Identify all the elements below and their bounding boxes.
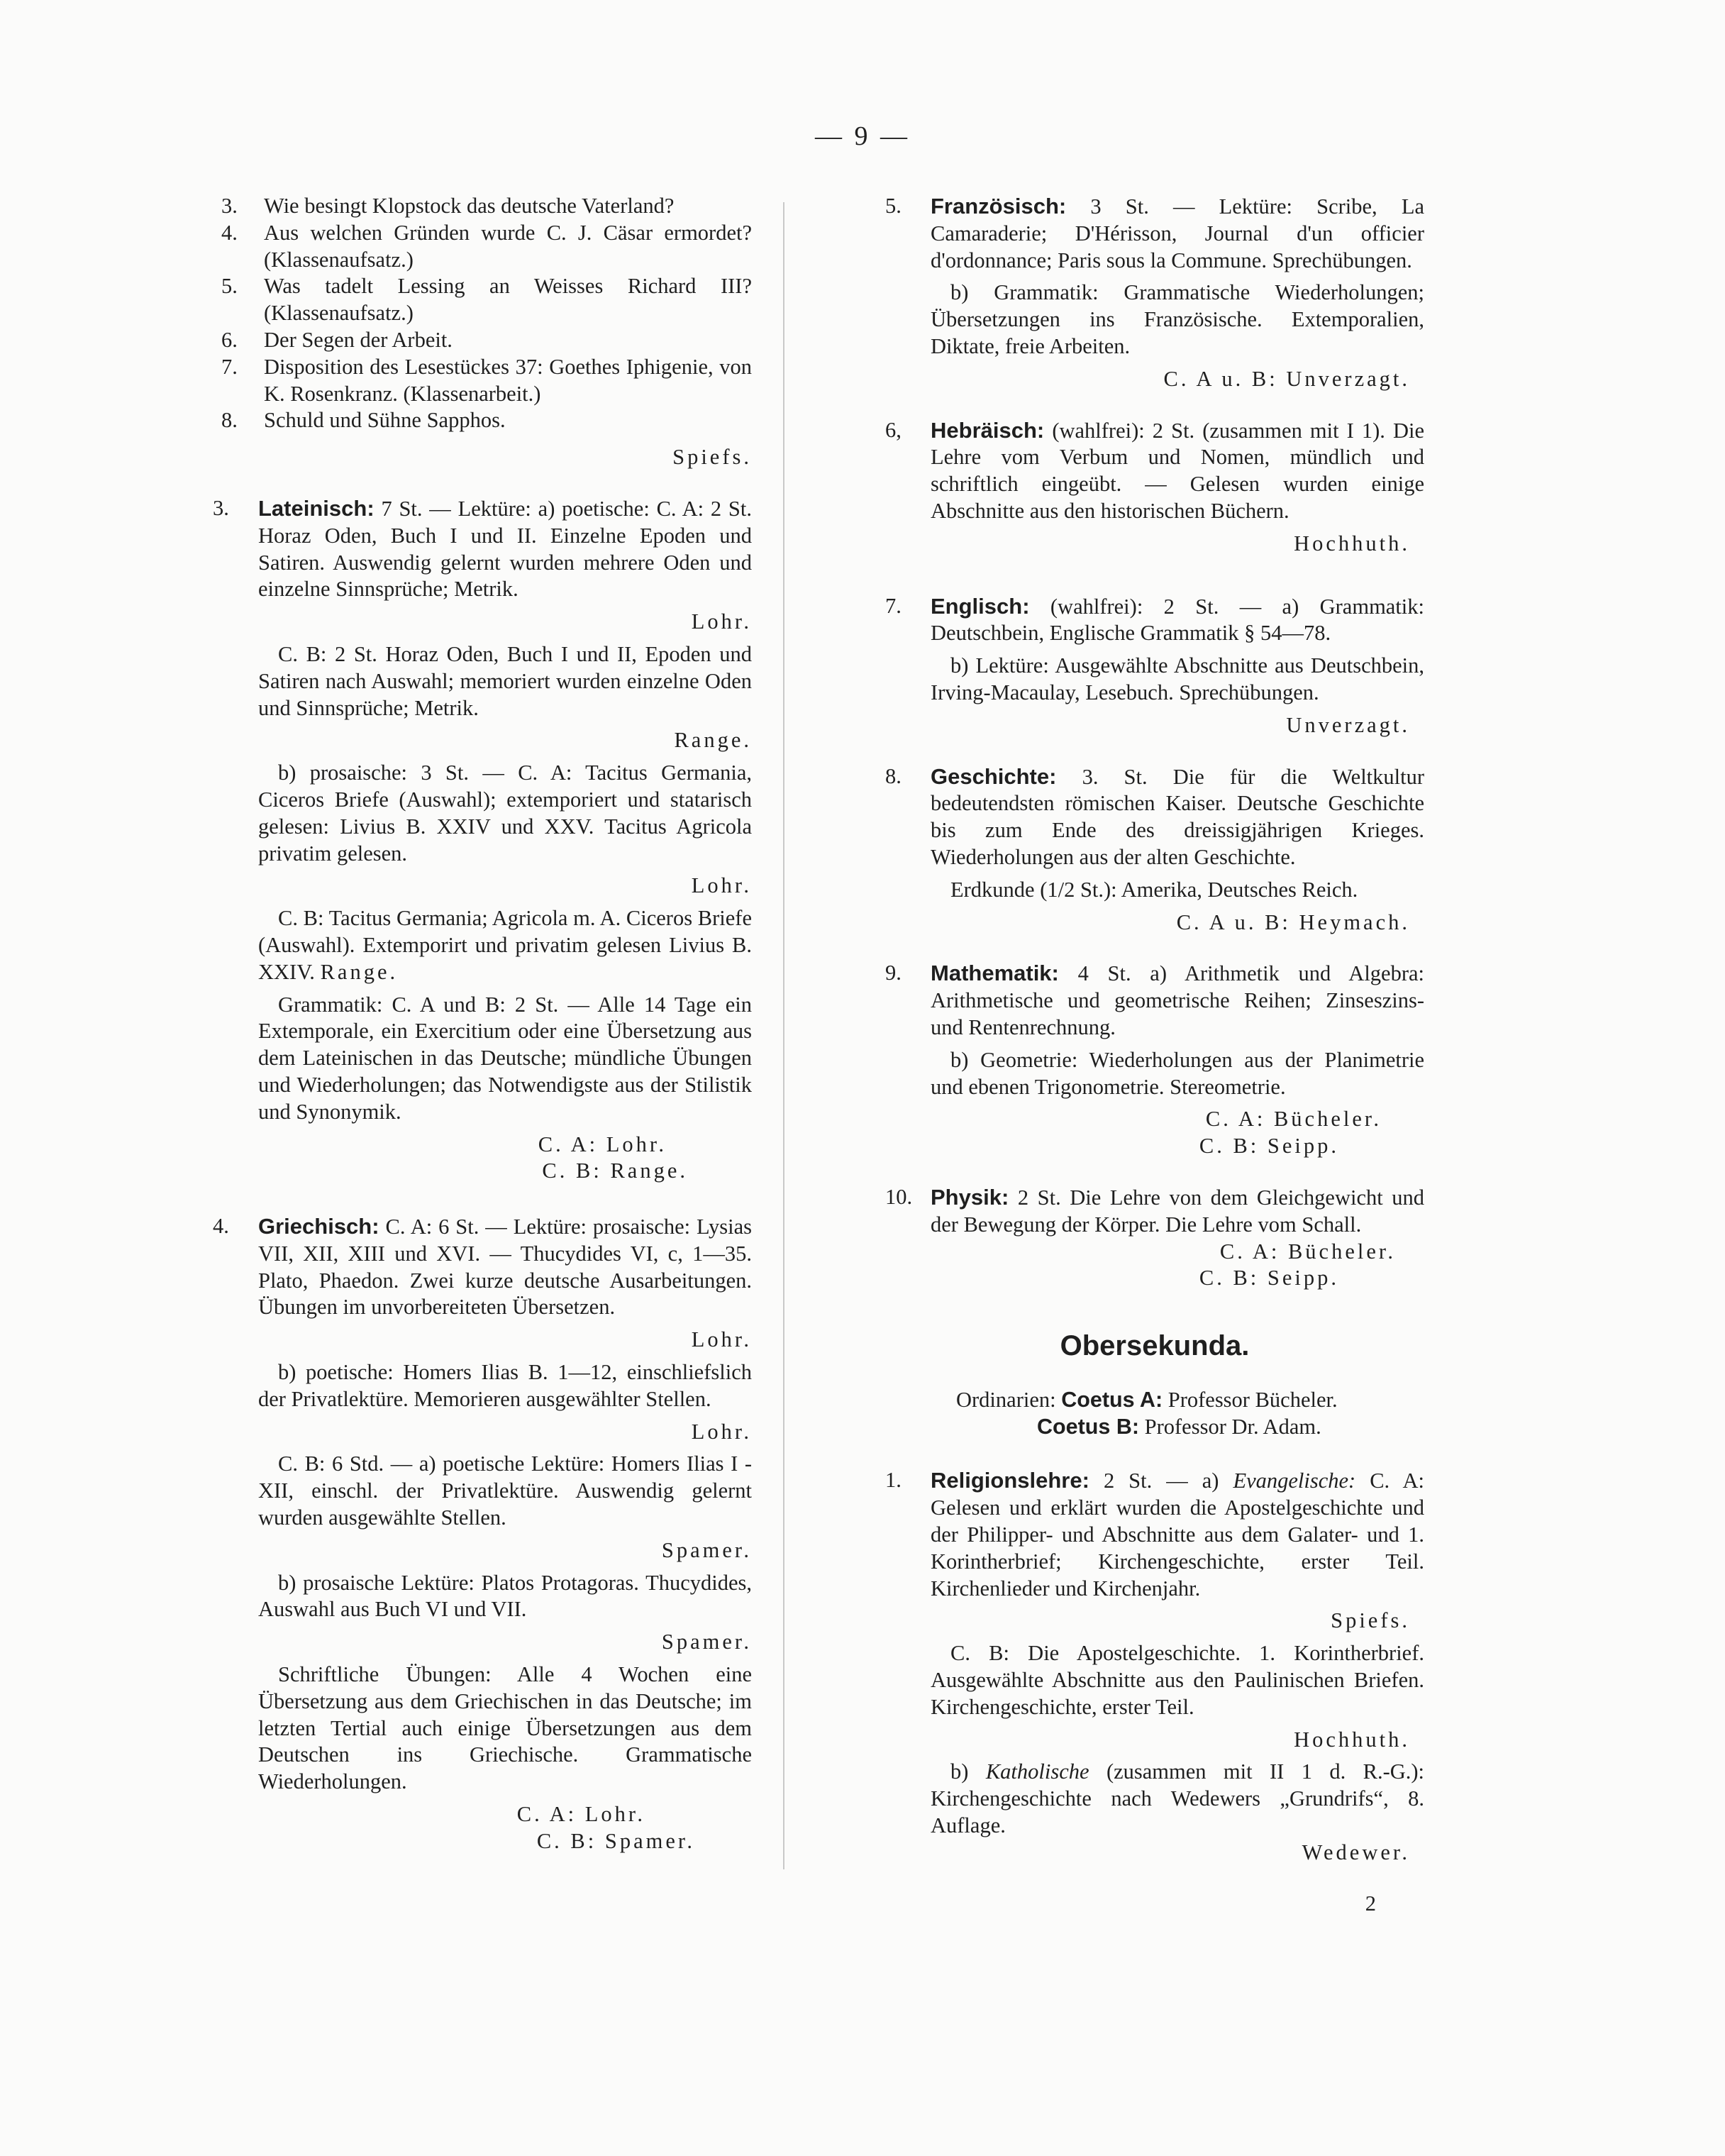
teacher-signature: Hochhuth. [1294, 531, 1410, 555]
section-hebraeisch: 6, Hebräisch: (wahlfrei): 2 St. (zusammen mit I 1). Die Lehre vom Verbum und Nomen, mündlich und schriftlich eingeübt. — Gelesen wurden einige Abschnitte aus den historischen Büchern. Hochhuth. [885, 417, 1424, 558]
teacher-signature: C. B: Range. [542, 1159, 688, 1183]
teacher-signature: C. A u. B: Unverzagt. [1163, 366, 1410, 391]
subject-heading: Physik: [931, 1184, 1009, 1210]
teacher-signature: Spamer. [661, 1537, 752, 1562]
subject-heading: Englisch: [931, 593, 1030, 619]
column-divider [783, 202, 784, 1869]
teacher-signature: Unverzagt. [1286, 712, 1410, 737]
teacher-signature: C. A: Lohr. [516, 1802, 645, 1827]
teacher-signature: Spiefs. [672, 445, 752, 470]
teacher-signature: Range. [674, 728, 752, 753]
teacher-signature: C. A: Lohr. [538, 1132, 667, 1156]
page-number: — 9 — [815, 121, 910, 151]
teacher-signature: C. B: Spamer. [536, 1828, 695, 1853]
teacher-signature: Spamer. [661, 1630, 752, 1654]
section-physik: 10. Physik: 2 St. Die Lehre von dem Gleichgewicht und der Bewegung der Körper. Die Lehre vom Schall. C. A: Bücheler. C. B: Seipp. [885, 1184, 1424, 1292]
section-englisch: 7. Englisch: (wahlfrei): 2 St. — a) Grammatik: Deutschbein, Englische Grammatik § 54—78. b) Lektüre: Ausgewählte Abschnitte aus Deutschbein, Irving-Macaulay, Lesebuch. Sprechübungen. Unverzagt. [885, 593, 1424, 739]
section-franzoesisch: 5. Französisch: 3 St. — Lektüre: Scribe, La Camaraderie; D'Hérisson, Journal d'un officier d'ordonnance; Paris sous la Commune. Sprechübungen. b) Grammatik: Grammatische Wiederholungen; Übersetzungen ins Französische. Extemporalien, Diktate, freie Arbeiten. C. A u. B: Unverzagt. [885, 193, 1424, 393]
teacher-signature: Hochhuth. [1294, 1727, 1410, 1752]
section-mathematik: 9. Mathematik: 4 St. a) Arithmetik und Algebra: Arithmetische und geometrische Reihen; Zinseszins- und Rentenrechnung. b) Geometrie: Wiederholungen aus der Planimetrie und ebenen Trigonometrie. Stereometrie. C. A: Bücheler. C. B: Seipp. [885, 960, 1424, 1160]
section-griechisch: 4. Griechisch: C. A: 6 St. — Lektüre: prosaische: Lysias VII, XII, XIII und XVI. — Thucydides VI, c, 1—35. Plato, Phaedon. Zwei kurze deutsche Ausarbeitungen. Übungen im unvorbereiteten Übersetzen. Lohr. b) poetische: Homers Ilias B. 1—12, einschliefslich der Privatlektüre. Memorieren ausgewählter Stellen. Lohr. C. B: 6 Std. — a) poetische Lektüre: Homers Ilias I - XII, einschl. der Privatlektüre. Auswendig gelernt wurden ausgewählte Stellen. Spamer. b) prosaische Lektüre: Platos Protagoras. Thucydides, Auswahl aus Buch VI und VII. Spamer. Schriftliche Übungen: Alle 4 Wochen eine Übersetzung aus dem Griechischen in das Deutsche; im letzten Tertial auch einige Übersetzungen aus dem Deutschen ins Griechische. Grammatische Wiederholungen. C. A: Lohr. C. B: Spamer. [213, 1213, 752, 1855]
subject-heading: Religionslehre: [931, 1468, 1089, 1493]
ordinarien: Ordinarien: Coetus A: Professor Bücheler. Coetus B: Professor Dr. Adam. [956, 1387, 1338, 1439]
teacher-signature: Lohr. [691, 873, 752, 898]
topic-item: 8. Schuld und Sühne Sapphos. [221, 408, 506, 433]
sheet-number: 2 [1365, 1891, 1376, 1915]
section-geschichte: 8. Geschichte: 3. St. Die für die Weltkultur bedeutendsten römischen Kaiser. Deutsche Geschichte bis zum Ende des dreissigjährigen Krieges. Wiederholungen aus der alten Geschichte. Erdkunde (1/2 St.): Amerika, Deutsches Reich. C. A u. B: Heymach. [885, 763, 1424, 936]
subject-heading: Mathematik: [931, 961, 1059, 986]
topic-item: 5. Was tadelt Lessing an Weisses Richard III? (Klassenaufsatz.) [221, 274, 752, 326]
teacher-signature: Spiefs. [1331, 1608, 1410, 1633]
teacher-signature: C. A: Bücheler. [1219, 1239, 1396, 1264]
teacher-signature: C. B: Seipp. [1199, 1266, 1339, 1290]
topic-item: 7. Disposition des Lesestückes 37: Goethes Iphigenie, von K. Rosenkranz. (Klassenarbeit.) [221, 354, 752, 406]
teacher-signature: C. A u. B: Heymach. [1176, 910, 1410, 934]
topic-item: 3. Wie besingt Klopstock das deutsche Vaterland? [221, 194, 675, 218]
teacher-signature: Lohr. [691, 609, 752, 634]
teacher-signature: Lohr. [691, 1419, 752, 1444]
teacher-signature: C. B: Seipp. [1199, 1134, 1339, 1159]
teacher-signature: C. A: Bücheler. [1205, 1107, 1382, 1132]
subject-heading: Geschichte: [931, 763, 1057, 789]
subject-heading: Griechisch: [258, 1214, 379, 1239]
topic-item: 6. Der Segen der Arbeit. [221, 327, 453, 352]
teacher-signature: Wedewer. [1302, 1840, 1410, 1864]
subject-heading: Lateinisch: [258, 495, 375, 521]
subject-heading: Französisch: [931, 194, 1067, 219]
class-heading: Obersekunda. [1060, 1330, 1250, 1362]
section-lateinisch: 3. Lateinisch: 7 St. — Lektüre: a) poetische: C. A: 2 St. Horaz Oden, Buch I und II. Einzelne Epoden und Satiren. Auswendig gelernt wurden mehrere Oden und einzelne Sinnsprüche; Metrik. Lohr. C. B: 2 St. Horaz Oden, Buch I und II, Epoden und Satiren nach Auswahl; memoriert wurden einzelne Oden und Sinnsprüche; Metrik. Range. b) prosaische: 3 St. — C. A: Tacitus Germania, Ciceros Briefe (Auswahl); extemporiert und statarisch gelesen: Livius B. XXIV und XXV. Tacitus Agricola privatim gelesen. Lohr. C. B: Tacitus Germania; Agricola m. A. Ciceros Briefe (Auswahl). Extemporirt und privatim gelesen Livius B. XXIV. Range. Grammatik: C. A und B: 2 St. — Alle 14 Tage ein Extemporale, ein Exercitium oder eine Übersetzung aus dem Lateinischen in das Deutsche; mündliche Übungen und Wiederholungen; das Notwendigste aus der Stilistik und Synonymik. C. A: Lohr. C. B: Range. [213, 495, 752, 1185]
section-religionslehre: 1. Religionslehre: 2 St. — a) Evangelische: C. A: Gelesen und erklärt wurden die Apostelgeschichte und der Philipper- und Abschnitte aus dem Galater- und 1. Korintherbrief; Kirchengeschichte, erster Teil. Kirchenlieder und Kirchenjahr. Spiefs. C. B: Die Apostelgeschichte. 1. Korintherbrief. Ausgewählte Abschnitte aus den Paulinischen Briefen. Kirchengeschichte, erster Teil. Hochhuth. b) Katholische (zusammen mit II 1 d. R.-G.): Kirchengeschichte nach Wedewers „Grundrifs“, 8. Auflage. Wedewer. [885, 1467, 1424, 1866]
teacher-signature: Lohr. [691, 1327, 752, 1352]
subject-heading: Hebräisch: [931, 417, 1045, 443]
left-column [213, 193, 752, 1879]
right-column [885, 193, 1424, 1917]
essay-topics [213, 193, 752, 471]
topic-item: 4. Aus welchen Gründen wurde C. J. Cäsar ermordet? (Klassenaufsatz.) [221, 220, 752, 272]
teacher-signature: Range. [320, 959, 399, 984]
